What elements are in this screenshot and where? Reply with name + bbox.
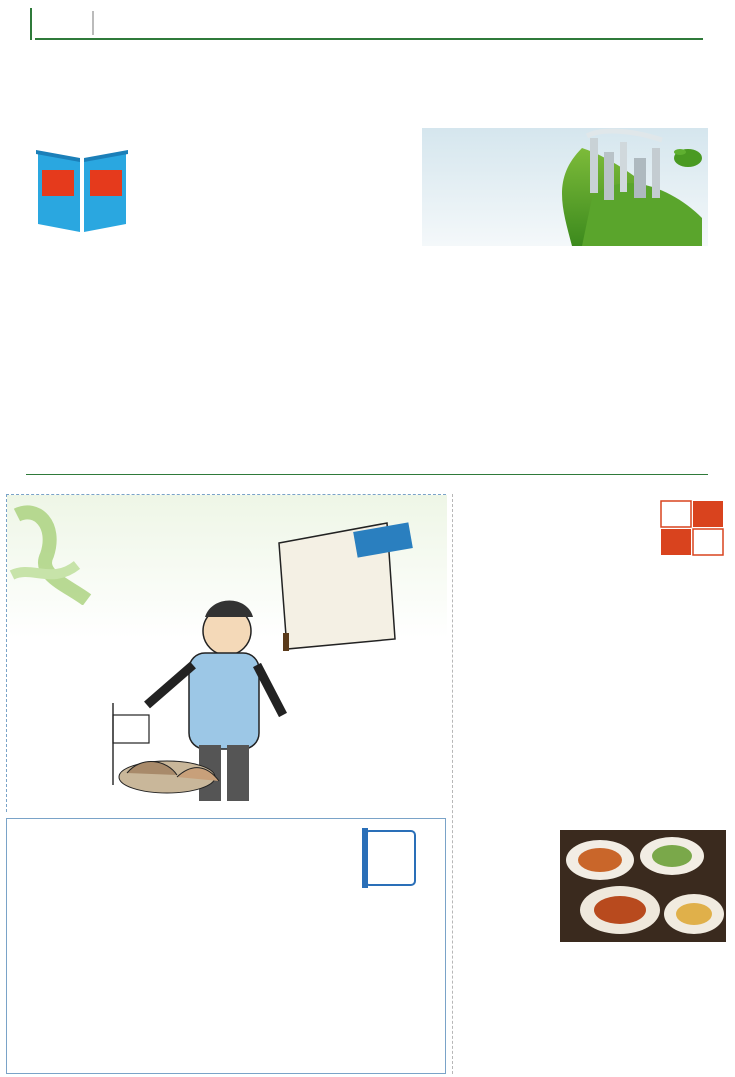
lead-column-3 bbox=[285, 136, 417, 448]
section-divider bbox=[26, 474, 708, 475]
poacher-figure bbox=[107, 595, 287, 805]
comment-body-bottom bbox=[458, 944, 724, 1072]
comment-body-top bbox=[458, 500, 654, 826]
case-right-column bbox=[240, 886, 438, 1070]
lead-column-4 bbox=[424, 250, 562, 450]
food-photo bbox=[560, 830, 726, 942]
cartoon-corner-decoration bbox=[7, 495, 97, 605]
lead-photo bbox=[422, 128, 708, 246]
header-rule bbox=[35, 38, 703, 40]
lead-column-1 bbox=[26, 240, 141, 460]
cartoon-panel bbox=[6, 494, 446, 812]
policy-badge-icon bbox=[32, 140, 132, 236]
header-corner-left bbox=[30, 8, 36, 40]
case-badge-icon bbox=[362, 828, 418, 888]
lead-column-2 bbox=[148, 136, 278, 448]
comment-badge-icon bbox=[660, 500, 724, 556]
page-header bbox=[0, 0, 735, 40]
lead-column-5 bbox=[568, 250, 706, 470]
header-divider-icon bbox=[92, 11, 94, 35]
case-left-column bbox=[14, 886, 234, 1070]
comment-body-middle bbox=[458, 830, 556, 942]
